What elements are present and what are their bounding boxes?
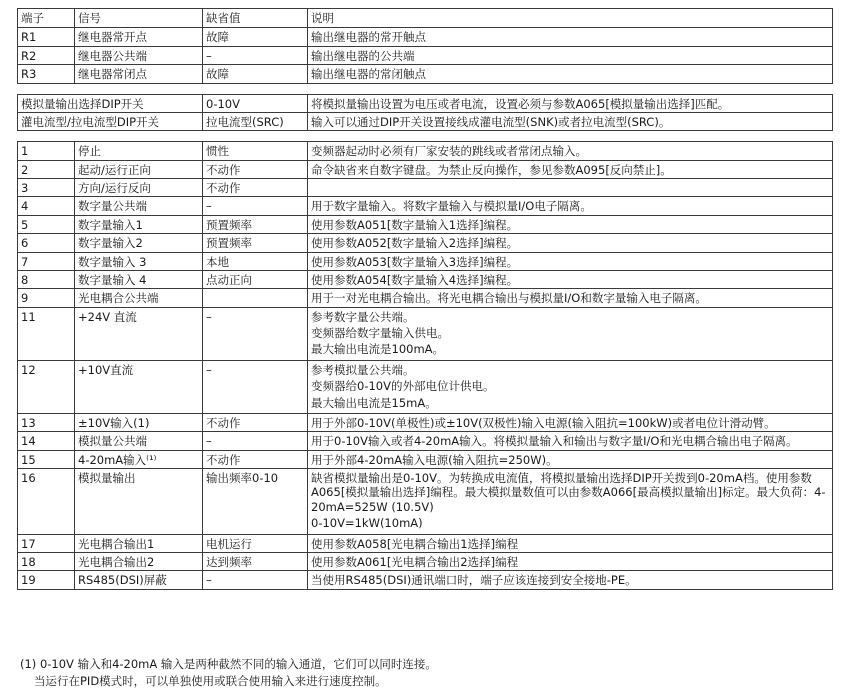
- default-cell: 0-10V: [203, 94, 308, 112]
- description-line: 用于外部4-20mA输入电源(输入阻抗=250W)。: [311, 452, 558, 467]
- table-row: [18, 46, 833, 64]
- default-cell: 故障: [203, 65, 308, 83]
- default-cell: 输出频率0-10: [203, 469, 308, 535]
- group-spacer: [18, 131, 833, 142]
- default-cell: –: [203, 197, 308, 215]
- description-line: 将模拟量输出设置为电压或者电流，设置必须与参数A065[模拟量输出选择]匹配。: [311, 96, 730, 111]
- description-line: 0-10V=1kW(10mA): [311, 516, 423, 531]
- default-cell: –: [203, 432, 308, 450]
- terminal-cell: 9: [18, 289, 75, 307]
- description-line: 输入可以通过DIP开关设置接线成灌电流型(SNK)或者拉电流型(SRC)。: [311, 114, 671, 129]
- default-cell: [203, 289, 308, 307]
- terminal-cell: 3: [18, 179, 75, 197]
- signal-cell: 继电器公共端: [75, 46, 203, 64]
- signal-cell: 数字量输入1: [75, 215, 203, 233]
- description-line: 使用参数A061[光电耦合输出2选择]编程: [311, 554, 519, 569]
- description-line: 输出继电器的常开触点: [311, 30, 426, 45]
- default-cell: –: [203, 46, 308, 64]
- footnote-1: (1) 0-10V 输入和4-20mA 输入是两种截然不同的输入通道，它们可以同时连接。: [20, 657, 437, 671]
- header-terminal: 端子: [18, 9, 75, 28]
- description-line: 变频器给数字量输入供电。: [311, 326, 449, 340]
- table-row: [18, 571, 833, 589]
- table-header-row: [18, 9, 833, 28]
- signal-cell: +24V 直流: [75, 307, 203, 360]
- description-line: 用于数字量输入。将数字量输入与模拟量I/O电子隔离。: [311, 199, 592, 214]
- terminal-cell: 15: [18, 450, 75, 468]
- table-row: [18, 469, 833, 535]
- terminal-cell: 6: [18, 234, 75, 252]
- default-cell: 故障: [203, 28, 308, 46]
- description-line: 用于一对光电耦合输出。将光电耦合输出与模拟量I/O和数字量输入电子隔离。: [311, 291, 707, 306]
- signal-cell: 光电耦合输出1: [75, 534, 203, 552]
- description-cell: [308, 215, 833, 233]
- signal-cell: 光电耦合公共端: [75, 289, 203, 307]
- description-line: 使用参数A053[数字量输入3选择]编程。: [311, 254, 519, 269]
- terminal-cell: 13: [18, 413, 75, 431]
- table-row: [18, 307, 833, 360]
- description-cell: [308, 179, 833, 197]
- terminal-cell: 11: [18, 307, 75, 360]
- terminal-cell: 19: [18, 571, 75, 589]
- terminal-cell: 18: [18, 552, 75, 570]
- description-cell: [308, 142, 833, 160]
- header-default: 缺省值: [203, 9, 308, 28]
- terminal-cell: R3: [18, 65, 75, 83]
- description-cell: [308, 307, 833, 360]
- default-cell: 不动作: [203, 450, 308, 468]
- description-line: 变频器给0-10V的外部电位计供电。: [311, 379, 495, 394]
- table-row: [18, 534, 833, 552]
- header-description: 说明: [308, 9, 833, 28]
- terminal-cell: 2: [18, 160, 75, 178]
- terminal-cell: 5: [18, 215, 75, 233]
- signal-cell: 停止: [75, 142, 203, 160]
- footnote-2: 当运行在PID模式时，可以单独使用或联合使用输入来进行速度控制。: [34, 674, 387, 688]
- table-row: [18, 28, 833, 46]
- table-row: [18, 179, 833, 197]
- default-cell: –: [203, 360, 308, 413]
- description-cell: [308, 450, 833, 468]
- default-cell: 惯性: [203, 142, 308, 160]
- description-cell: [308, 289, 833, 307]
- description-line: 命令缺省来自数字键盘。为禁止反向操作，参见参数A095[反向禁止]。: [311, 162, 672, 177]
- table-row: [18, 94, 833, 112]
- signal-cell: 灌电流型/拉电流型DIP开关: [18, 112, 203, 130]
- default-cell: 不动作: [203, 413, 308, 431]
- footnotes: [20, 656, 835, 690]
- description-cell: [308, 28, 833, 46]
- default-cell: 点动正向: [203, 270, 308, 288]
- description-cell: [308, 65, 833, 83]
- description-line: 当使用RS485(DSI)通讯端口时，端子应该连接到安全接地-PE。: [311, 573, 637, 588]
- terminal-cell: R1: [18, 28, 75, 46]
- description-cell: [308, 469, 833, 535]
- signal-cell: 光电耦合输出2: [75, 552, 203, 570]
- default-cell: 达到频率: [203, 552, 308, 570]
- default-cell: –: [203, 307, 308, 360]
- table-row: [18, 234, 833, 252]
- description-line: 使用参数A054[数字量输入4选择]编程。: [311, 272, 519, 287]
- terminal-spec-table: [17, 8, 833, 590]
- description-cell: [308, 413, 833, 431]
- default-cell: –: [203, 571, 308, 589]
- signal-cell: 数字量输入 3: [75, 252, 203, 270]
- terminal-cell: 8: [18, 270, 75, 288]
- table-row: [18, 160, 833, 178]
- default-cell: 预置频率: [203, 215, 308, 233]
- signal-cell: 模拟量输出选择DIP开关: [18, 94, 203, 112]
- signal-cell: 继电器常闭点: [75, 65, 203, 83]
- group-spacer: [18, 83, 833, 94]
- signal-cell: 数字量输入 4: [75, 270, 203, 288]
- table-row: [18, 112, 833, 130]
- signal-cell: +10V直流: [75, 360, 203, 413]
- table-row: [18, 552, 833, 570]
- description-line: 最大输出电流是100mA。: [311, 342, 445, 357]
- signal-cell: RS485(DSI)屏蔽: [75, 571, 203, 589]
- default-cell: 拉电流型(SRC): [203, 112, 308, 130]
- terminal-cell: 7: [18, 252, 75, 270]
- table-row: [18, 215, 833, 233]
- signal-cell: 数字量公共端: [75, 197, 203, 215]
- description-line: 输出继电器的公共端: [311, 48, 415, 63]
- description-cell: [308, 252, 833, 270]
- table-row: [18, 197, 833, 215]
- default-cell: 本地: [203, 252, 308, 270]
- table-row: [18, 252, 833, 270]
- description-line: 最大输出电流是15mA。: [311, 395, 437, 410]
- signal-cell: 4-20mA输入⁽¹⁾: [75, 450, 203, 468]
- terminal-cell: 16: [18, 469, 75, 535]
- description-line: 使用参数A051[数字量输入1选择]编程。: [311, 217, 519, 232]
- default-cell: 不动作: [203, 179, 308, 197]
- terminal-cell: 17: [18, 534, 75, 552]
- signal-cell: 继电器常开点: [75, 28, 203, 46]
- signal-cell: ±10V输入(1): [75, 413, 203, 431]
- signal-cell: 模拟量公共端: [75, 432, 203, 450]
- description-cell: [308, 234, 833, 252]
- table-row: [18, 432, 833, 450]
- description-cell: [308, 94, 833, 112]
- description-cell: [308, 46, 833, 64]
- description-line: 用于0-10V输入或者4-20mA输入。将模拟量输入和输出与数字量I/O和光电耦合输出电子隔离。: [311, 434, 798, 449]
- signal-cell: 数字量输入2: [75, 234, 203, 252]
- default-cell: 不动作: [203, 160, 308, 178]
- description-line: 参考模拟量公共端。: [311, 362, 415, 377]
- description-cell: [308, 270, 833, 288]
- terminal-cell: 1: [18, 142, 75, 160]
- default-cell: 预置频率: [203, 234, 308, 252]
- description-line: 使用参数A052[数字量输入2选择]编程。: [311, 236, 519, 251]
- terminal-cell: 4: [18, 197, 75, 215]
- default-cell: 电机运行: [203, 534, 308, 552]
- terminal-cell: R2: [18, 46, 75, 64]
- terminal-cell: 12: [18, 360, 75, 413]
- table-row: [18, 413, 833, 431]
- description-cell: [308, 197, 833, 215]
- description-line: 缺省模拟量输出是0-10V。为转换成电流值，将模拟量输出选择DIP开关拨到0-20mA档。使用参数A065[模拟量输出选择]编程。最大模拟量数值可以由参数A066[最高模拟量输出]标定。最大负荷：4-20mA=525W (10.5V): [311, 471, 826, 514]
- description-cell: [308, 552, 833, 570]
- description-cell: [308, 432, 833, 450]
- table-row: [18, 450, 833, 468]
- signal-cell: 模拟量输出: [75, 469, 203, 535]
- description-line: 参考数字量公共端。: [311, 309, 415, 324]
- table-row: [18, 360, 833, 413]
- signal-cell: 方向/运行反向: [75, 179, 203, 197]
- table-row: [18, 65, 833, 83]
- description-cell: [308, 534, 833, 552]
- signal-cell: 起动/运行正向: [75, 160, 203, 178]
- header-signal: 信号: [75, 9, 203, 28]
- terminal-cell: 14: [18, 432, 75, 450]
- description-line: 使用参数A058[光电耦合输出1选择]编程: [311, 536, 519, 551]
- description-cell: [308, 112, 833, 130]
- description-line: 变频器起动时必须有厂家安装的跳线或者常闭点输入。: [311, 144, 587, 159]
- description-line: 输出继电器的常闭触点: [311, 67, 426, 82]
- table-row: [18, 270, 833, 288]
- description-cell: [308, 571, 833, 589]
- description-cell: [308, 360, 833, 413]
- description-cell: [308, 160, 833, 178]
- table-row: [18, 289, 833, 307]
- table-row: [18, 142, 833, 160]
- description-line: 用于外部0-10V(单极性)或±10V(双极性)输入电源(输入阻抗=100kW)或者电位计滑动臂。: [311, 415, 776, 430]
